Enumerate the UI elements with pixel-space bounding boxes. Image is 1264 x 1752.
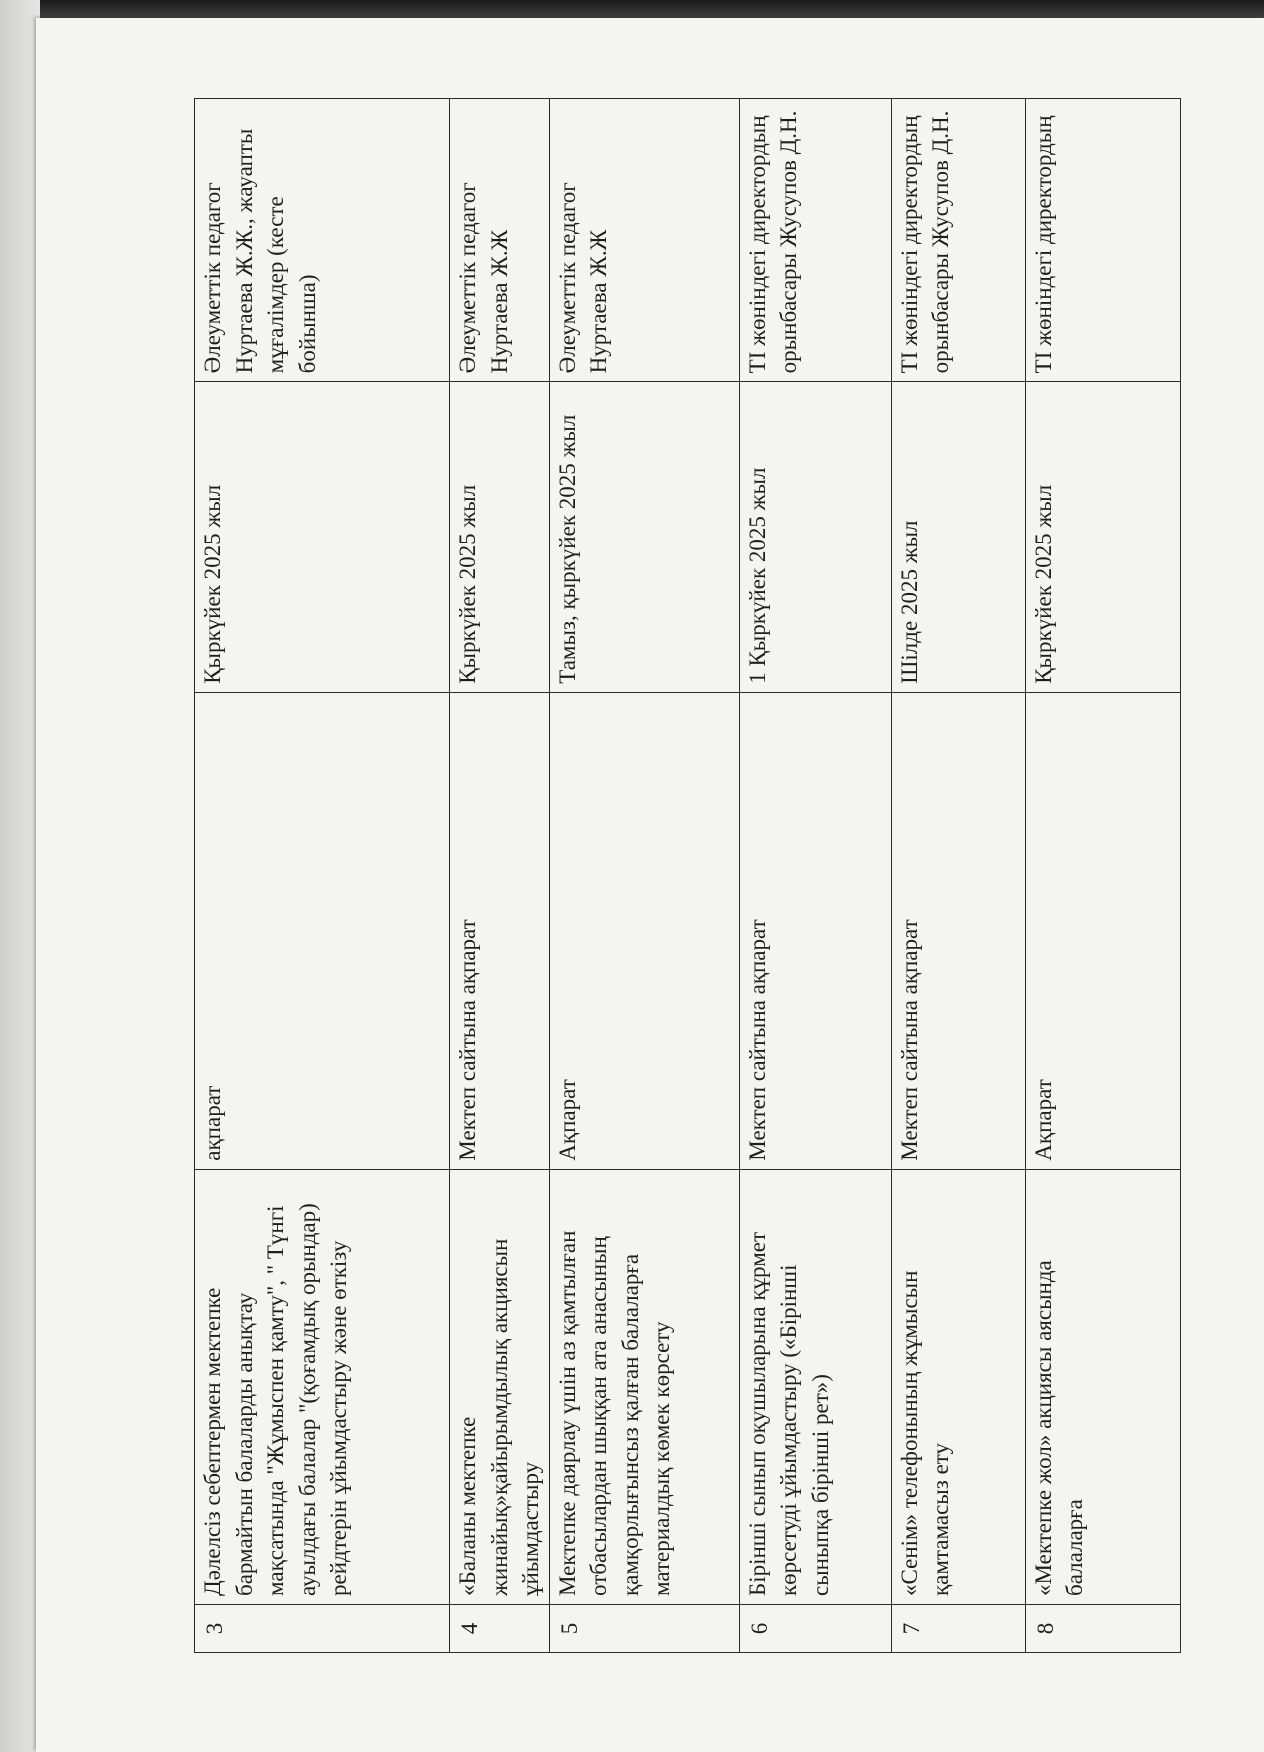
row-number: 6 [739, 1605, 891, 1653]
table-row [739, 99, 891, 1653]
form-cell: ақпарат [195, 692, 450, 1169]
responsible-cell: Әлеуметтік педагог Нуртаева Ж.Ж., жауапты мұғалімдер (кесте бойынша) [195, 99, 450, 382]
event-cell: «Баланы мектепке жинайық»қайырымдылық акциясын ұйымдастыру [450, 1169, 550, 1604]
responsible-cell: Әлеуметтік педагог Нуртаева Ж.Ж [549, 99, 739, 382]
responsible-cell: ТІ жөніндегі директордың орынбасары Жусупов Д.Н. [891, 99, 1025, 382]
form-cell: Ақпарат [1025, 692, 1180, 1169]
date-cell: Қыркүйек 2025 жыл [450, 382, 550, 692]
form-cell: Ақпарат [549, 692, 739, 1169]
table-row [195, 99, 450, 1653]
row-number: 3 [195, 1605, 450, 1653]
date-cell: Шілде 2025 жыл [891, 382, 1025, 692]
event-cell: «Сенім» телефонының жұмысын қамтамасыз ету [891, 1169, 1025, 1604]
event-cell: Дәлелсіз себептермен мектепке бармайтын балаларды анықтау мақсатында "Жұмыспен қамту", " Түнгі ауылдағы балалар "(қоғамдық орындар) рейдтерін ұйымдастыру және өткізу [195, 1169, 450, 1604]
responsible-cell: Әлеуметтік педагог Нуртаева Ж.Ж [450, 99, 550, 382]
event-cell: Бірінші сынып оқушыларына құрмет көрсетуді ұйымдастыру («Бірінші сыныпқа бірінші рет») [739, 1169, 891, 1604]
events-table [194, 98, 1181, 1653]
table-row [549, 99, 739, 1653]
row-number: 7 [891, 1605, 1025, 1653]
row-number: 4 [450, 1605, 550, 1653]
table-row [450, 99, 550, 1653]
date-cell: Қыркүйек 2025 жыл [195, 382, 450, 692]
row-number: 5 [549, 1605, 739, 1653]
date-cell: Тамыз, қыркүйек 2025 жыл [549, 382, 739, 692]
table-row [1025, 99, 1180, 1653]
scanner-edge-left [0, 0, 40, 1752]
form-cell: Мектеп сайтына ақпарат [891, 692, 1025, 1169]
rotated-table-wrapper [194, 98, 1162, 1653]
table-row [891, 99, 1025, 1653]
date-cell: 1 Қыркүйек 2025 жыл [739, 382, 891, 692]
date-cell: Қыркүйек 2025 жыл [1025, 382, 1180, 692]
responsible-cell: ТІ жөніндегі директордың [1025, 99, 1180, 382]
form-cell: Мектеп сайтына ақпарат [450, 692, 550, 1169]
responsible-cell: ТІ жөніндегі директордың орынбасары Жусупов Д.Н. [739, 99, 891, 382]
event-cell: Мектепке даярлау үшін аз қамтылған отбасылардан шыққан ата анасының қамқорлығынсыз қалған балаларға материалдық көмек көрсету [549, 1169, 739, 1604]
row-number: 8 [1025, 1605, 1180, 1653]
event-cell: «Мектепке жол» акциясы аясында балаларға [1025, 1169, 1180, 1604]
form-cell: Мектеп сайтына ақпарат [739, 692, 891, 1169]
